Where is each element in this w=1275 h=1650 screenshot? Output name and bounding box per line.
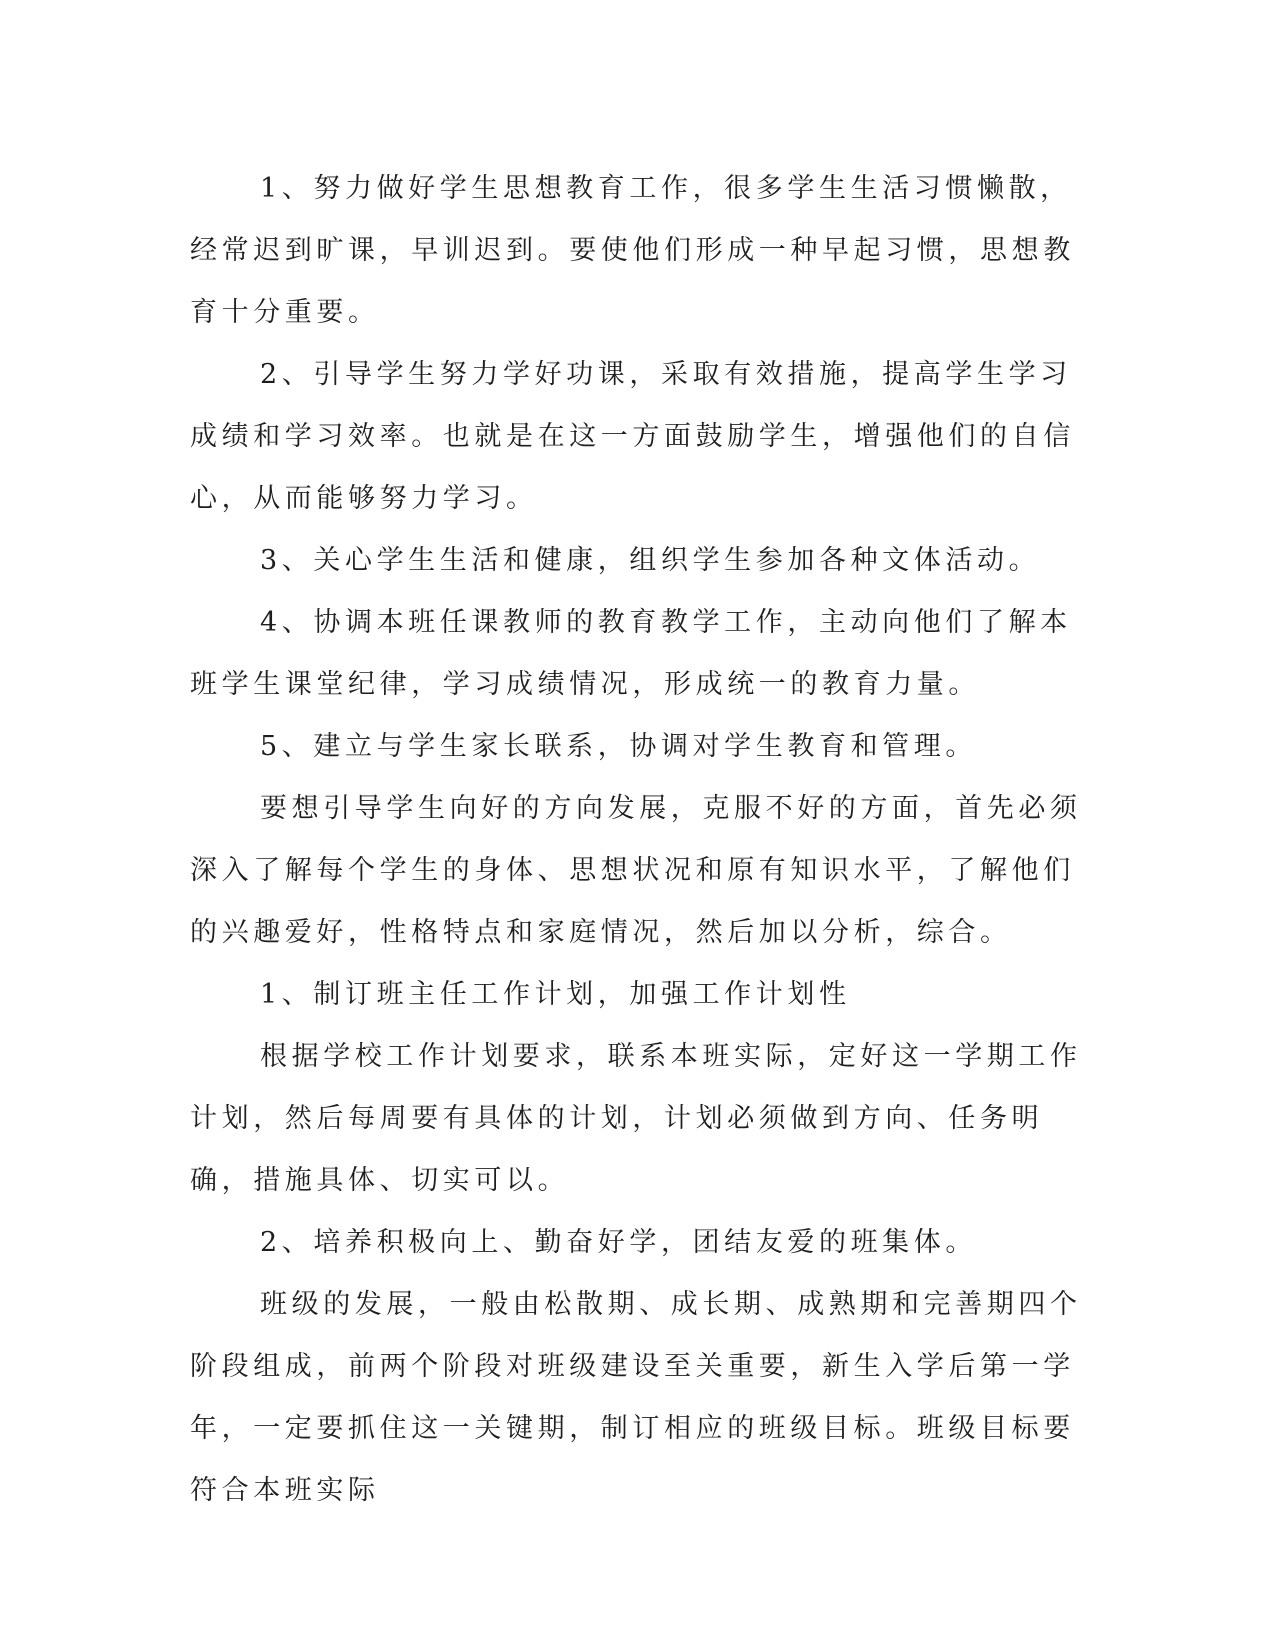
document-body	[190, 158, 1090, 1522]
paragraph-7: 1、制订班主任工作计划，加强工作计划性	[260, 979, 851, 1010]
paragraph-1: 1、努力做好学生思想教育工作，很多学生生活习惯懒散，经常迟到旷课，早训迟到。要使他们形成一种早起习惯，思想教育十分重要。	[190, 173, 1075, 328]
paragraph-5: 5、建立与学生家长联系，协调对学生教育和管理。	[260, 731, 977, 762]
paragraph-3: 3、关心学生生活和健康，组织学生参加各种文体活动。	[260, 545, 1041, 576]
paragraph-6: 要想引导学生向好的方向发展，克服不好的方面，首先必须深入了解每个学生的身体、思想状况和原有知识水平，了解他们的兴趣爱好，性格特点和家庭情况，然后加以分析，综合。	[190, 793, 1082, 948]
paragraph-2: 2、引导学生努力学好功课，采取有效措施，提高学生学习成绩和学习效率。也就是在这一方面鼓励学生，增强他们的自信心，从而能够努力学习。	[190, 359, 1075, 514]
paragraph-9: 2、培养积极向上、勤奋好学，团结友爱的班集体。	[260, 1227, 977, 1258]
paragraph-4: 4、协调本班任课教师的教育教学工作，主动向他们了解本班学生课堂纪律，学习成绩情况，形成统一的教育力量。	[190, 607, 1072, 700]
paragraph-10: 班级的发展，一般由松散期、成长期、成熟期和完善期四个阶段组成，前两个阶段对班级建设至关重要，新生入学后第一学年，一定要抓住这一关键期，制订相应的班级目标。班级目标要符合本班实际	[190, 1289, 1082, 1506]
paragraph-8: 根据学校工作计划要求，联系本班实际，定好这一学期工作计划，然后每周要有具体的计划，计划必须做到方向、任务明确，措施具体、切实可以。	[190, 1041, 1082, 1196]
